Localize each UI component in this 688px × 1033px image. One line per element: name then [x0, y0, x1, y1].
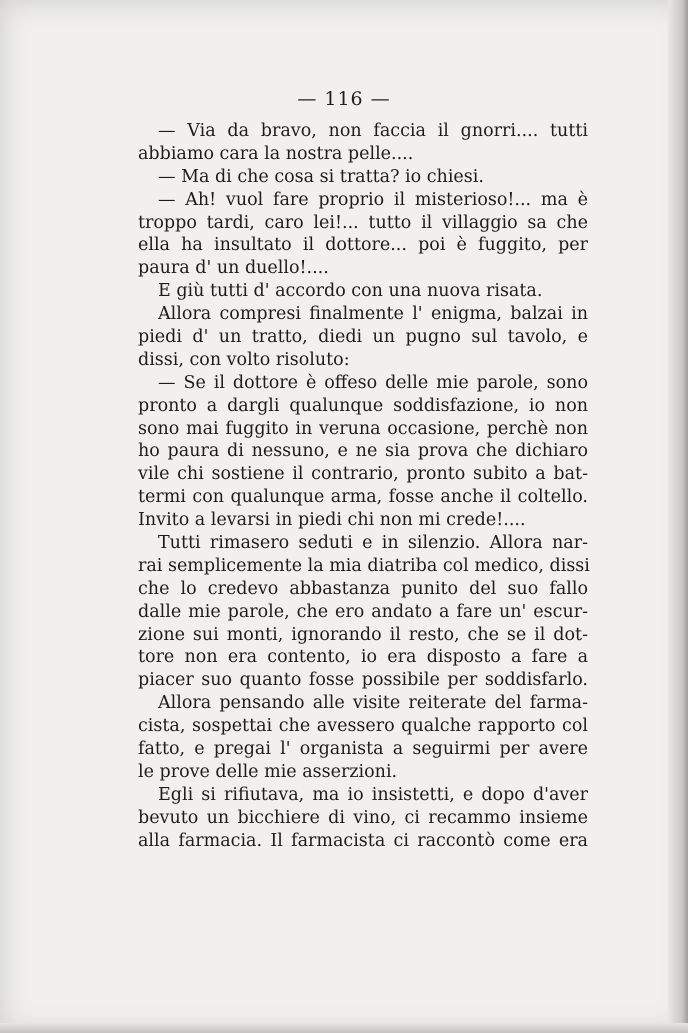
text-line: alla farmacia. Il farmacista ci raccontò come era [138, 830, 588, 851]
text-line: sono mai fuggito in veruna occasione, perchè non [138, 418, 588, 439]
text-line: ella ha insultato il dottore... poi è fuggito, per [138, 235, 588, 256]
text-line: tore non era contento, io era disposto a fare a [138, 647, 588, 668]
text-line: pronto a dargli qualunque soddisfazione, io non [138, 395, 588, 416]
page-bottom-edge [0, 1023, 688, 1033]
text-line: piacer suo quanto fosse possibile per soddisfarlo. [138, 670, 588, 691]
text-line: zione sui monti, ignorando il resto, che se il dot- [138, 624, 588, 645]
text-line: Invito a levarsi in piedi chi non mi crede!.... [138, 510, 526, 531]
text-line: abbiamo cara la nostra pelle.... [138, 143, 414, 164]
text-line: che lo credevo abbastanza punito del suo fallo [138, 578, 588, 599]
text-line: dissi, con volto risoluto: [138, 349, 350, 370]
text-line: bevuto un bicchiere di vino, ci recammo insieme [138, 807, 588, 828]
text-line: dalle mie parole, che ero andato a fare un' escur- [138, 601, 588, 622]
text-line: piedi d' un tratto, diedi un pugno sul tavolo, e [138, 327, 588, 348]
text-line: Egli si rifiutava, ma io insistetti, e dopo d'aver [158, 784, 588, 805]
text-line: — Ma di che cosa si tratta? io chiesi. [158, 166, 484, 187]
text-line: fatto, e pregai l' organista a seguirmi per avere [138, 739, 588, 760]
text-line: — Se il dottore è offeso delle mie parole, sono [158, 372, 588, 393]
text-line: vile chi sostiene il contrario, pronto subito a bat- [138, 464, 588, 485]
text-line: ho paura di nessuno, e ne sia prova che dichiaro [138, 441, 588, 462]
text-line: — Ah! vuol fare proprio il misterioso!... ma è [158, 189, 588, 210]
text-line: troppo tardi, caro lei!... tutto il villaggio sa che [138, 212, 588, 233]
text-line: paura d' un duello!.... [138, 258, 329, 279]
page-right-edge-shadow [668, 0, 688, 1033]
text-line: Allora pensando alle visite reiterate del farma- [158, 693, 588, 714]
body-text [138, 120, 588, 853]
text-line: Tutti rimasero seduti e in silenzio. Allora nar- [158, 533, 588, 554]
text-line: cista, sospettai che avessero qualche rapporto col [138, 716, 588, 737]
text-line: termi con qualunque arma, fosse anche il coltello. [138, 487, 588, 508]
text-line: — Via da bravo, non faccia il gnorri.... tutti [158, 121, 588, 141]
text-line: le prove delle mie asserzioni. [138, 761, 398, 782]
page-number: — 116 — [297, 88, 391, 110]
text-line: E giù tutti d' accordo con una nuova risata. [158, 281, 543, 302]
text-line: Allora compresi finalmente l' enigma, balzai in [158, 304, 588, 325]
text-line: rai semplicemente la mia diatriba col medico, dissi [138, 555, 590, 576]
